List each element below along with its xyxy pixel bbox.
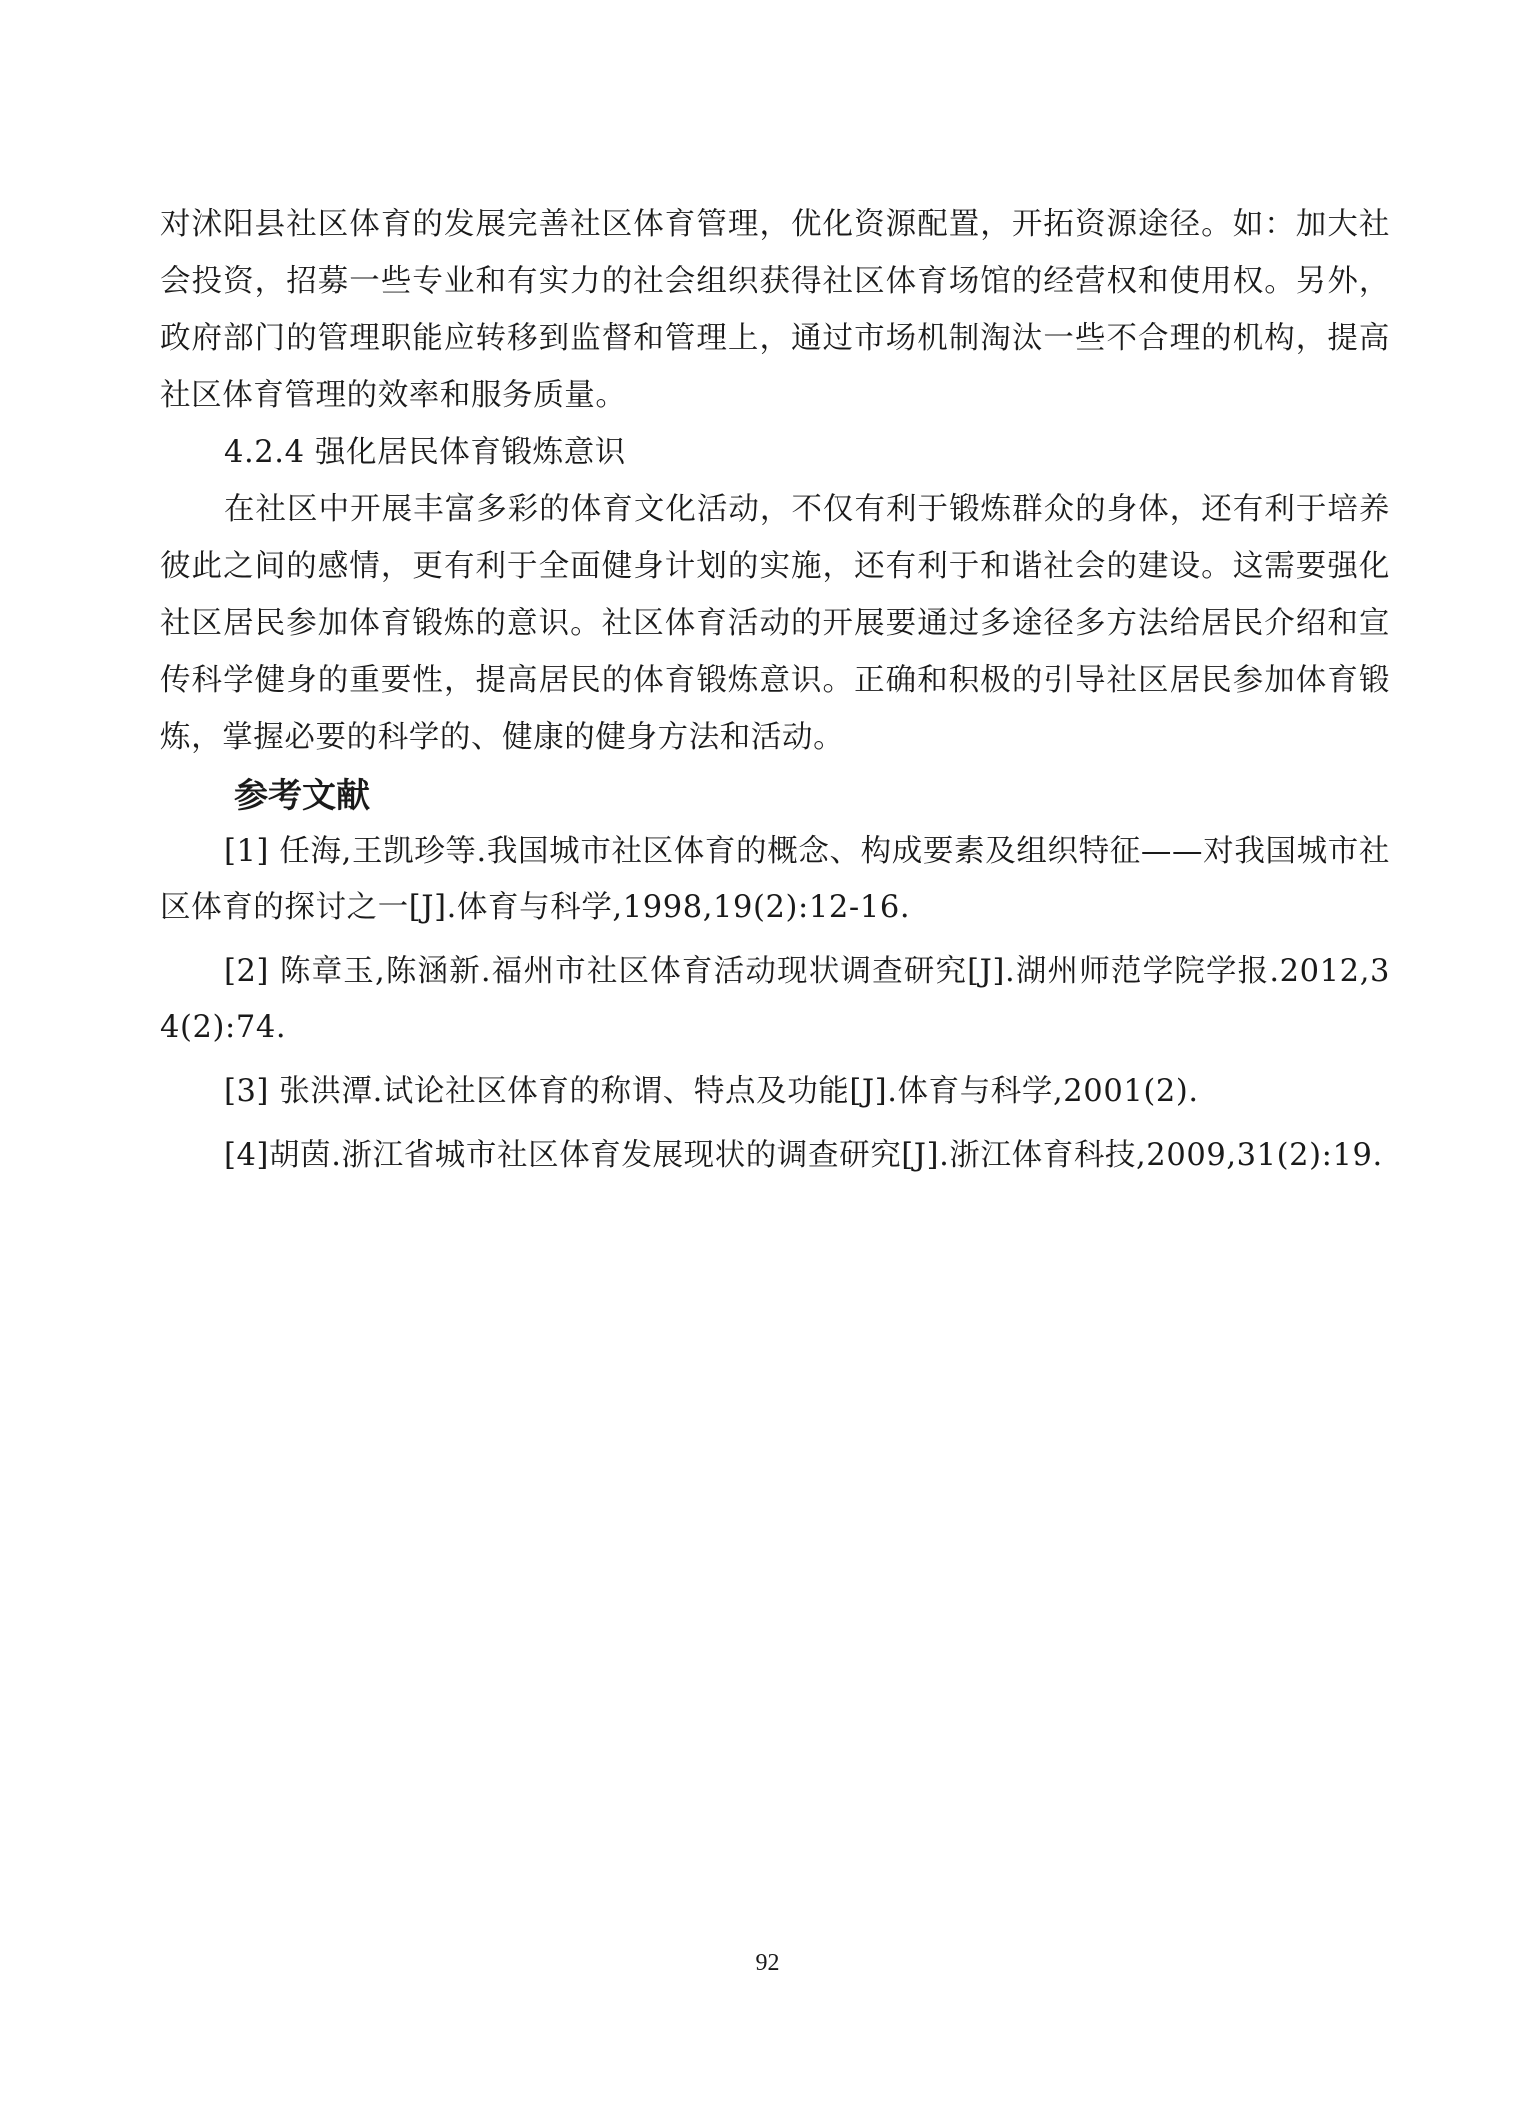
references-list [160, 824, 1390, 1184]
section-subheading: 4.2.4 强化居民体育锻炼意识 [224, 435, 626, 470]
page-number: 92 [755, 1950, 780, 1976]
body-paragraph-2: 在社区中开展丰富多彩的体育文化活动，不仅有利于锻炼群众的身体，还有利于培养彼此之间的感情，更有利于全面健身计划的实施，还有利于和谐社会的建设。这需要强化社区居民参加体育锻炼的意识。社区体育活动的开展要通过多途径多方法给居民介绍和宣传科学健身的重要性，提高居民的体育锻炼意识。正确和积极的引导社区居民参加体育锻炼，掌握必要的科学的、健康的健身方法和活动。 [160, 492, 1390, 755]
reference-item-4: [4]胡茵.浙江省城市社区体育发展现状的调查研究[J].浙江体育科技,2009,31(2):19. [224, 1138, 1383, 1173]
reference-item-3: [3] 张洪潭.试论社区体育的称谓、特点及功能[J].体育与科学,2001(2). [224, 1074, 1199, 1109]
reference-item-1: [1] 任海,王凯珍等.我国城市社区体育的概念、构成要素及组织特征——对我国城市社区体育的探讨之一[J].体育与科学,1998,19(2):12-16. [160, 834, 1390, 925]
body-paragraph-1: 对沭阳县社区体育的发展完善社区体育管理，优化资源配置，开拓资源途径。如：加大社会投资，招募一些专业和有实力的社会组织获得社区体育场馆的经营权和使用权。另外，政府部门的管理职能应转移到监督和管理上，通过市场机制淘汰一些不合理的机构，提高社区体育管理的效率和服务质量。 [160, 207, 1390, 413]
reference-item-2: [2] 陈章玉,陈涵新.福州市社区体育活动现状调查研究[J].湖州师范学院学报.2012,34(2):74. [160, 954, 1390, 1045]
references-heading: 参考文献 [234, 776, 370, 816]
page-content [160, 196, 1390, 1192]
